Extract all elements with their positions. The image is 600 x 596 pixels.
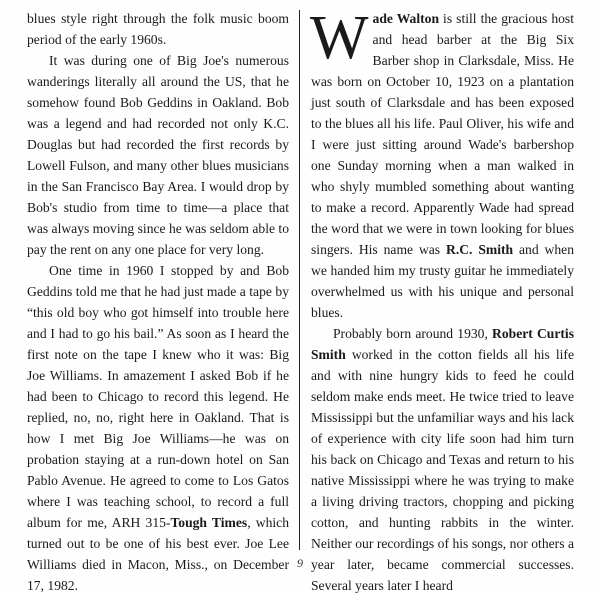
- paragraph-text: Probably born around 1930,: [333, 326, 493, 341]
- album-title: Tough Times: [170, 515, 248, 530]
- drop-cap: W: [310, 4, 369, 72]
- lead-name: ade Walton: [372, 11, 440, 26]
- left-column: [27, 8, 289, 596]
- right-column: [310, 4, 575, 596]
- artist-name: R.C. Smith: [446, 242, 514, 257]
- paragraph-text: is still the gracious host and head barber at the Big Six Barber shop in Clarksdale, Miss. He was born on October 10, 1923 on a plantation just south of Clarksdale and has been exposed to the blues all his life. Paul Oliver, his wife and I were just sitting around Wade's barbershop one Sunday morning when a man walked in who shyly mumbled something about wanting to make a record. Apparently Wade had spread the word that we were in town looking for blues singers. His name was: [311, 11, 574, 257]
- paragraph-text: One time in 1960 I stopped by and Bob Geddins told me that he had just made a tape by “this old boy who got himself into trouble here and I had to go his bail.” As soon as I heard the first note on the tape I knew who it was: Big Joe Williams. In amazement I asked Bob if he had been to Chicago to record this legend. He replied, no, no, right here in Oakland. That is how I met Big Joe Williams—he was on probation staying at a run-down hotel on San Pablo Avenue. He agreed to come to Los Gatos where I was teaching school, to record a full album for me, ARH 315-: [27, 263, 289, 530]
- paragraph-bob-geddins: It was during one of Big Joe's numerous wanderings literally all around the US, that he somehow found Bob Geddins in Oakland. Bob was a legend and had recorded not only K.C. Douglas but had recorded the first records by Lowell Fulson, and many other blues musicians in the San Francisco Bay Area. I would drop by Bob's studio from time to time—a place that was always moving since he was seldom able to pay the rent on any one place for very long.: [27, 53, 289, 257]
- paragraph-tough-times: [27, 260, 289, 596]
- page-number: 9: [297, 556, 303, 570]
- paragraph-folk-boom: blues style right through the folk music boom period of the early 1960s.: [27, 11, 289, 47]
- paragraph-wade-walton: [310, 4, 575, 323]
- paragraph-text: worked in the cotton fields all his life and with nine hungry kids to feed he could seldom make ends meet. He twice tried to leave Mississippi but the unfamiliar ways and his lack of experience with city life soon had him turn his back on Chicago and Texas and return to his native Mississippi where he was trying to make a living driving tractors, chopping and picking cotton, and hunting rabbits in the winter. Neither our recordings of his songs, nor others a year later, became commercial successes. Several years later I heard: [311, 347, 574, 593]
- paragraph-text: and when we handed him my trusty guitar he immediately overwhelmed us with his unique and personal blues.: [311, 242, 575, 320]
- artist-full-name: Robert Curtis Smith: [311, 326, 574, 362]
- column-divider: [299, 10, 300, 550]
- paragraph-text: , which turned out to be one of his best ever. Joe Lee Williams died in Macon, Miss., on December 17, 1982.: [27, 515, 289, 593]
